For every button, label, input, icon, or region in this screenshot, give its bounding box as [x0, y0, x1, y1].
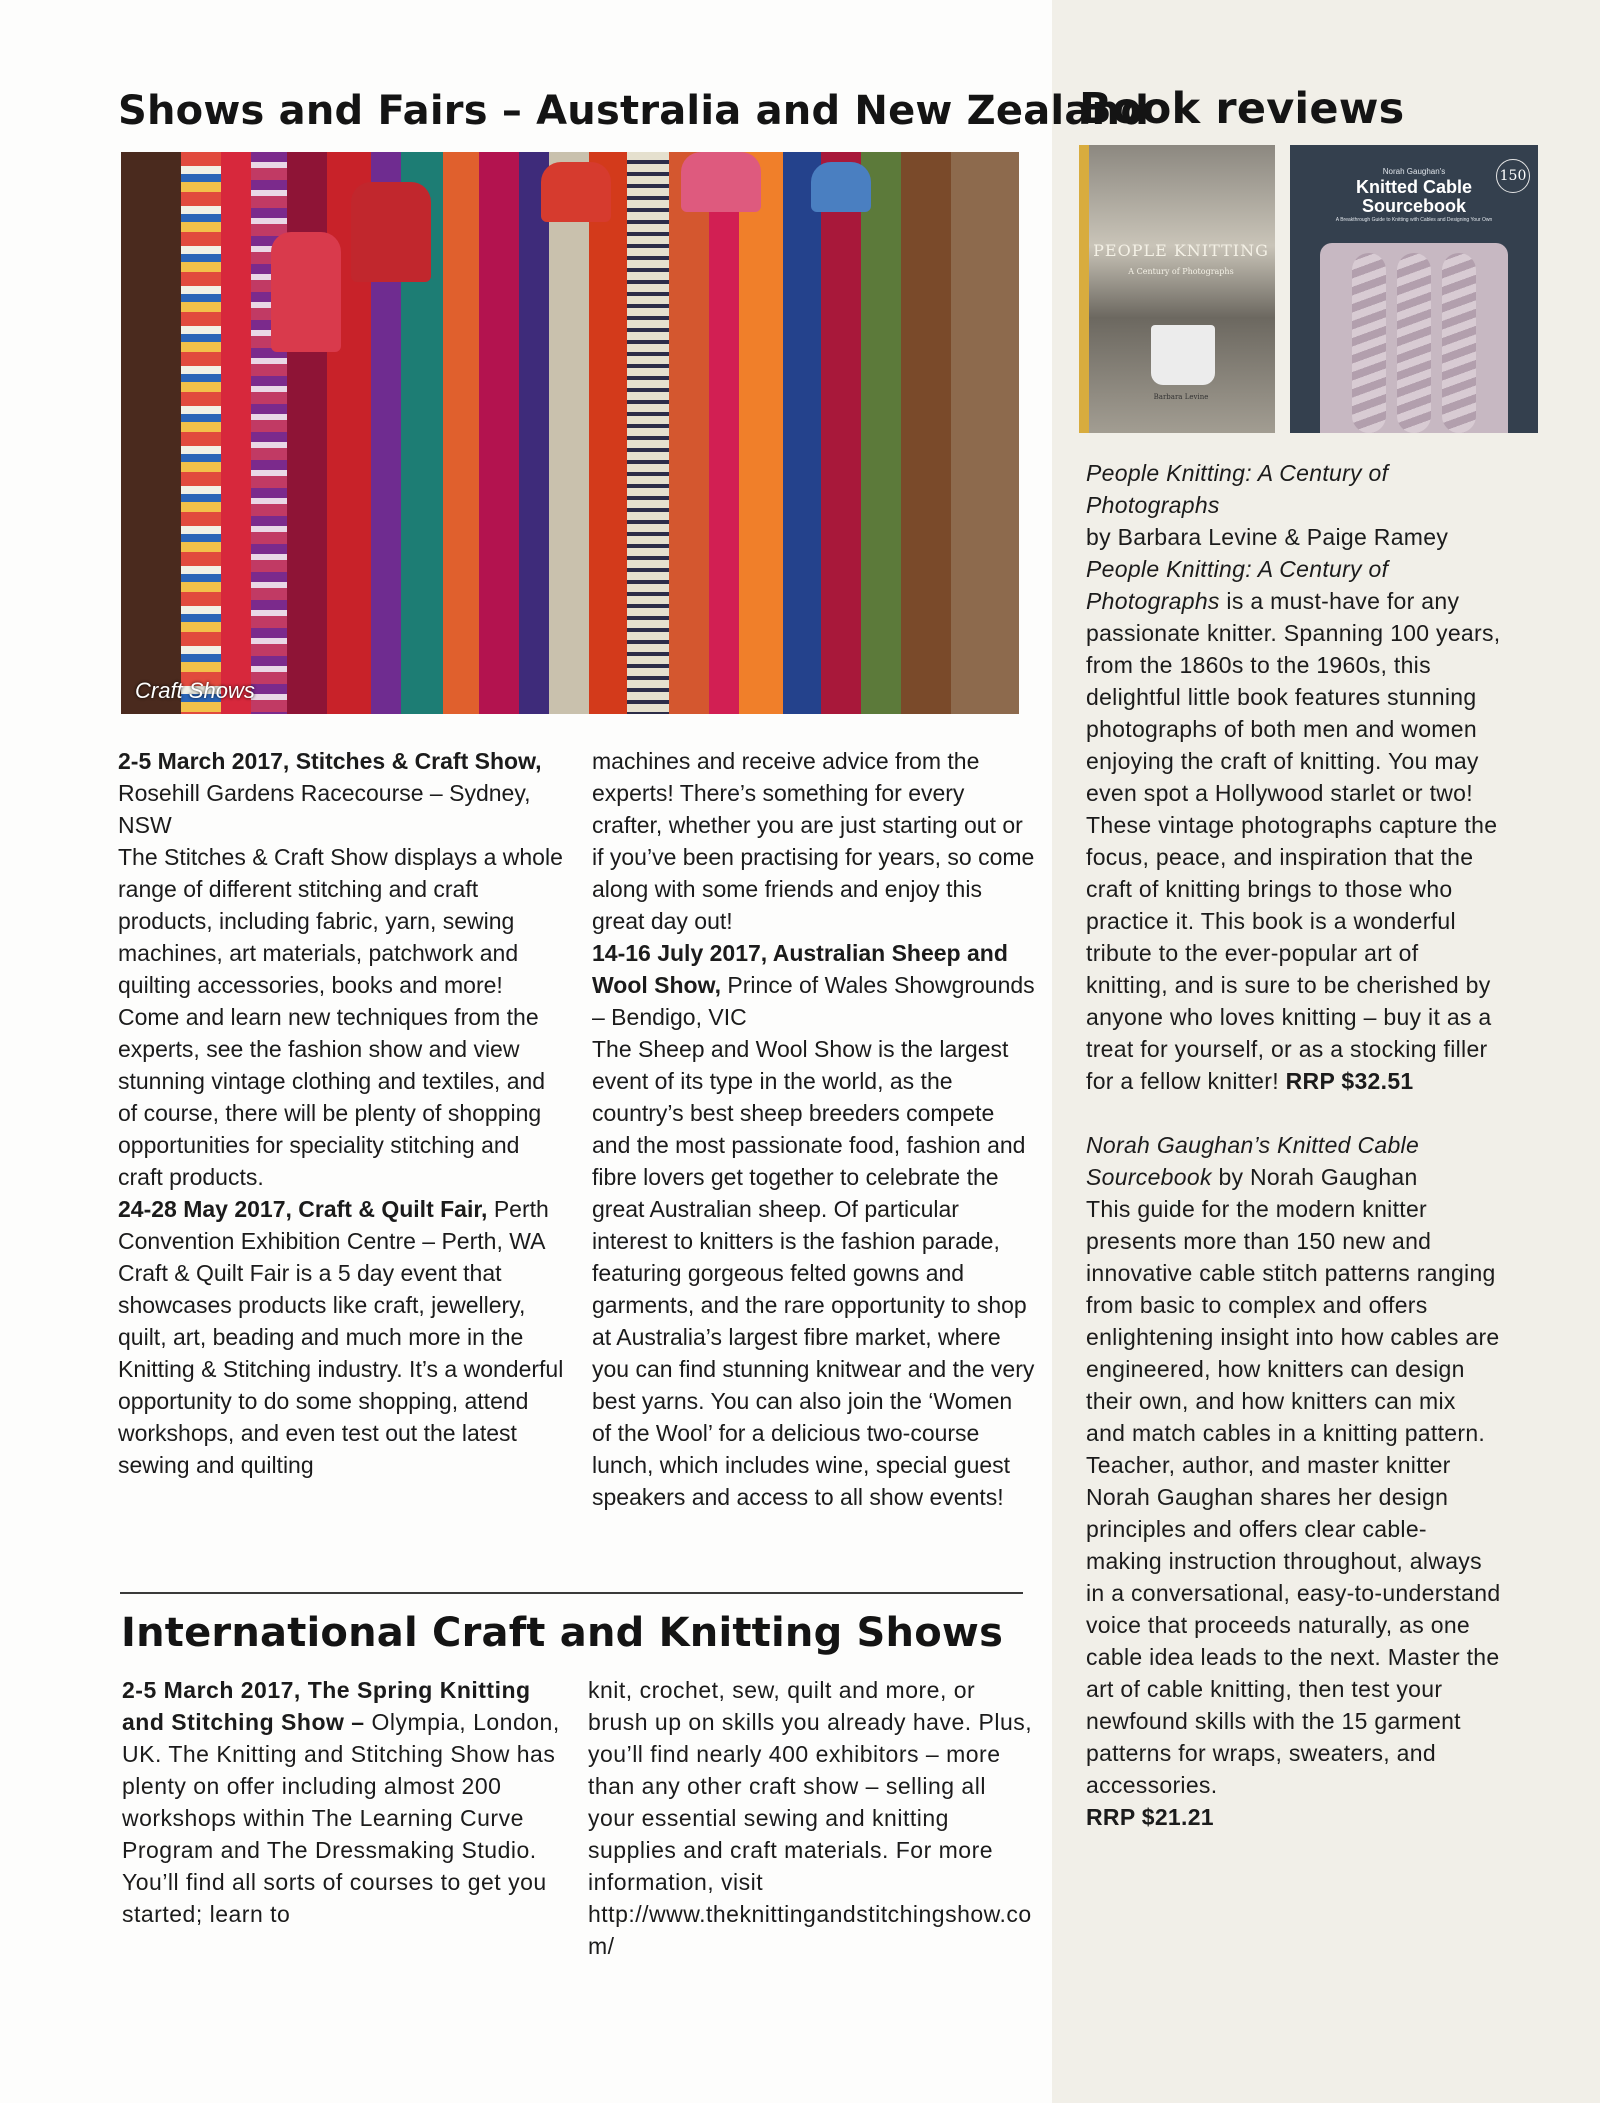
event-stitches-craft-description: The Stitches & Craft Show displays a whole range of different stitching and craft products, including fabric, yarn, sewing machines, art materials, patchwork and quilting accessories, books and more! Come and learn new techniques from the experts, see the fashion show and view stunning vintage clothing and textiles, and of course, there will be plenty of shopping opportunities for speciality stitching and craft products.	[118, 844, 563, 1190]
book-reviews-text	[1086, 457, 1501, 1833]
international-section-title: International Craft and Knitting Shows	[121, 1610, 1004, 1656]
cover2-pre-title: Norah Gaughan's	[1382, 167, 1446, 176]
cover1-author: Barbara Levine	[1153, 393, 1209, 401]
international-column-2	[588, 1674, 1038, 1962]
section-divider	[120, 1592, 1023, 1594]
review2-price: RRP $21.21	[1086, 1804, 1214, 1830]
event-sheep-wool-show-description: The Sheep and Wool Show is the largest event of its type in the world, as the country’s best sheep breeders compete and the most passionate food, fashion and fibre lovers get together to celebrate the great Australian sheep. Of particular interest to knitters is the fashion parade, featuring gorgeous felted gowns and garments, and the rare opportunity to shop at Australia’s largest fibre market, where you can find stunning knitwear and the very best yarns. You can also join the ‘Women of the Wool’ for a delicious two-course lunch, which includes wine, special guest speakers and access to all show events!	[592, 1036, 1035, 1510]
review1-body: People Knitting: A Century of Photographs is a must-have for any passionate knitter. Spanning 100 years, from the 1860s to the 1960s, this delightful little book features stunning photographs of both men and women enjoying the craft of knitting. You may even spot a Hollywood starlet or two! These vintage photographs capture the focus, peace, and inspiration that the craft of knitting brings to those who practice it. This book is a wonderful tribute to the ever-popular art of knitting, and is sure to be cherished by anyone who loves knitting – buy it as a treat for yourself, or as a stocking filler for a fellow knitter! RRP $32.51	[1086, 556, 1501, 1094]
event-stitches-craft: 2-5 March 2017, Stitches & Craft Show, Rosehill Gardens Racecourse – Sydney, NSW	[118, 748, 542, 838]
book-reviews-title: Book reviews	[1079, 84, 1405, 134]
cover1-title: PEOPLE KNITTING	[1093, 241, 1269, 260]
shows-section-title: Shows and Fairs – Australia and New Zealand	[118, 88, 1150, 134]
review2-body: This guide for the modern knitter presents more than 150 new and innovative cable stitch patterns ranging from basic to complex and offers enlightening insight into how cables are engineered, how knitters can design their own, and how knitters can mix and match cables in a knitting pattern. Teacher, author, and master knitter Norah Gaughan shares her design principles and offers clear cable-making instruction throughout, always in a conversational, easy-to-understand voice that proceeds naturally, as one cable idea leads to the next. Master the art of cable knitting, then test your newfound skills with the 15 garment patterns for wraps, sweaters, and accessories.	[1086, 1196, 1501, 1798]
people-knitting-cover	[1079, 145, 1275, 433]
event-craft-quilt-fair: 24-28 May 2017, Craft & Quilt Fair, Perth Convention Exhibition Centre – Perth, WA	[118, 1196, 549, 1254]
review1-byline: by Barbara Levine & Paige Ramey	[1086, 524, 1449, 550]
photo-caption: Craft Shows	[135, 678, 255, 703]
craft-shows-photo	[121, 152, 1019, 714]
cover2-badge: 150	[1496, 159, 1530, 193]
cover2-title: Knitted Cable Sourcebook	[1355, 177, 1472, 216]
event-craft-quilt-fair-description: Craft & Quilt Fair is a 5 day event that showcases products like craft, jewellery, quilt, art, beading and much more in the Knitting & Stitching industry. It’s a wonderful opportunity to do some shopping, attend workshops, and even test out the latest sewing and quilting	[118, 1260, 564, 1478]
review1-title: People Knitting: A Century of Photographs	[1086, 460, 1389, 518]
event-craft-quilt-fair-continued: machines and receive advice from the experts! There’s something for every crafter, whether you are just starting out or if you’ve been practising for years, so come along with some friends and enjoy this great day out!	[592, 748, 1035, 934]
international-column-1	[122, 1674, 572, 1930]
event-sheep-wool-show: 14-16 July 2017, Australian Sheep and Wool Show, Prince of Wales Showgrounds – Bendigo, VIC	[592, 940, 1035, 1030]
knitted-cable-sourcebook-cover	[1290, 145, 1538, 433]
review2-title: Norah Gaughan’s Knitted Cable Sourcebook by Norah Gaughan	[1086, 1132, 1420, 1190]
shows-column-2	[592, 745, 1037, 1513]
event-spring-knitting-show-continued: knit, crochet, sew, quilt and more, or brush up on skills you already have. Plus, you’ll find nearly 400 exhibitors – more than any other craft show – selling all your essential sewing and knitting supplies and craft materials. For more information, visit http://www.theknittingandstitchingshow.com/	[588, 1677, 1033, 1959]
cover2-tagline: A Breakthrough Guide to Knitting with Cables and Designing Your Own	[1335, 217, 1493, 223]
shows-column-1	[118, 745, 568, 1481]
event-spring-knitting-show: 2-5 March 2017, The Spring Knitting and Stitching Show – Olympia, London, UK. The Knitting and Stitching Show has plenty on offer including almost 200 workshops within The Learning Curve Program and The Dressmaking Studio. You’ll find all sorts of courses to get you started; learn to	[122, 1677, 560, 1927]
cover1-subtitle: A Century of Photographs	[1128, 267, 1234, 276]
